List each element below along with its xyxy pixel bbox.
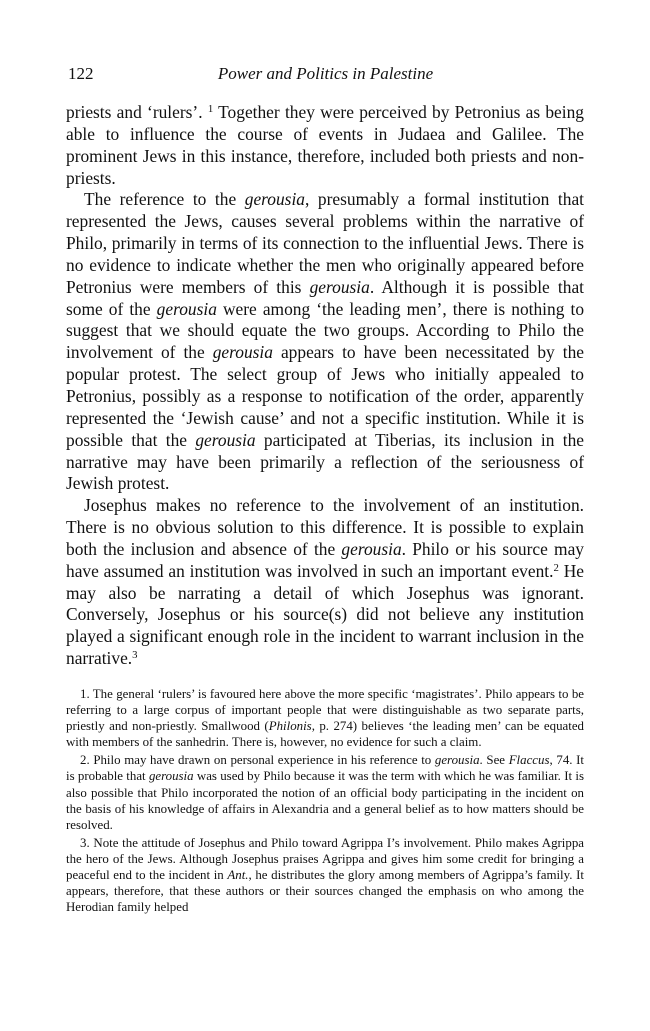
footnotes [66,686,584,917]
text-span: . See [479,753,509,768]
text-span: , presumably a formal institution that represented the Jews, causes several problems within the narrative of Philo, primarily in terms of its connection to the influential Jews. There is no evidence to indicate whether the men who originally appeared before Petronius were members of this [66,189,584,297]
text-span: priests and ‘rulers’. [66,102,208,122]
text-span: was used by Philo because it was the term with which he was familiar. It is also possible that Philo incorporated the notion of an official body participating in the incident on the basis of his knowledge of affairs in Alexandria and a general belief as to how matters should be resolved. [66,769,584,832]
footnote-3 [66,835,584,915]
italic-term: gerousia [156,298,217,319]
text-span: , p. 274) believes ‘the leading men’ can be equated with members of the sanhedrin. There is, however, no evidence for such a claim. [66,719,585,750]
text-span: 1. The general ‘rulers’ is favoured here above the more specific ‘magistrates’. Philo appears to be referring to a large corpus of important people that were distinguishable as two separate parts, priestly and non-priestly. Smallwood ( [66,687,584,734]
text-span: The reference to the [84,189,245,210]
italic-term: gerousia [309,276,370,297]
footnote-ref-3: 3 [132,649,138,662]
text-span: appears to have been necessitated by the popular protest. The select group of Jews who initially appealed to Petronius, possibly as a response to notification of the order, apparently represented the ‘Jewish cause’ and not a specific institution. While it is possible that the [66,342,584,450]
text-span: He may also be narrating a detail of which Josephus was ignorant. Conversely, Josephus or his source(s) did not believe any institution played a significant enough role in the incident to warrant inclusion in the narrative. [66,560,584,669]
paragraph-1 [66,102,584,189]
text-span: Josephus makes no reference to the involvement of an institution. There is no obvious solution to this difference. It is possible to explain both the inclusion and absence of the [66,495,584,559]
running-header [68,64,583,86]
italic-term: Ant. [227,868,249,883]
text-span: 2. Philo may have drawn on personal experience in his reference to [80,753,435,768]
italic-term: gerousia [244,189,305,210]
footnote-ref-2: 2 [553,561,559,574]
italic-term: Philonis [268,719,312,734]
italic-term: Flaccus [508,753,550,768]
footnote-1 [66,686,584,750]
italic-term: gerousia [195,429,256,450]
paragraph-3 [66,495,584,670]
footnote-ref-1: 1 [207,103,214,116]
text-span: were among ‘the leading men’, there is nothing to suggest that we should equate the two groups. According to Philo the involvement of the [66,298,585,363]
text-span: . Philo or his source may have assumed an institution was involved in such an important event. [66,538,584,581]
text-span: , 74. It is probable that [66,753,585,784]
text-span: participated at Tiberias, its inclusion in the narrative may have been primarily a reflection of the seriousness of Jewish protest. [66,429,584,494]
italic-term: gerousia [212,342,273,363]
text-span: 3. Note the attitude of Josephus and Philo toward Agrippa I’s involvement. Philo makes Agrippa the hero of the Jews. Although Josephus praises Agrippa and gives him some credit for bringing a peaceful end to the incident in [66,835,584,883]
running-title: Power and Politics in Palestine [217,64,434,83]
italic-term: gerousia [341,538,402,559]
main-text [66,102,584,670]
footnote-2 [66,752,584,832]
italic-term: gerousia [148,769,194,784]
text-span: . Although it is possible that some of the [66,276,584,319]
paragraph-2 [66,189,584,495]
text-span: , he distributes the glory among members of Agrippa’s family. It appears, therefore, that these authors or their sources changed the emphasis on who among the Herodian family helped [66,868,584,915]
italic-term: gerousia [434,753,480,768]
page-number: 122 [68,64,94,83]
text-span: Together they were perceived by Petronius as being able to influence the course of events in Judaea and Galilee. The prominent Jews in this instance, therefore, included both priests and non-priests. [66,102,584,188]
